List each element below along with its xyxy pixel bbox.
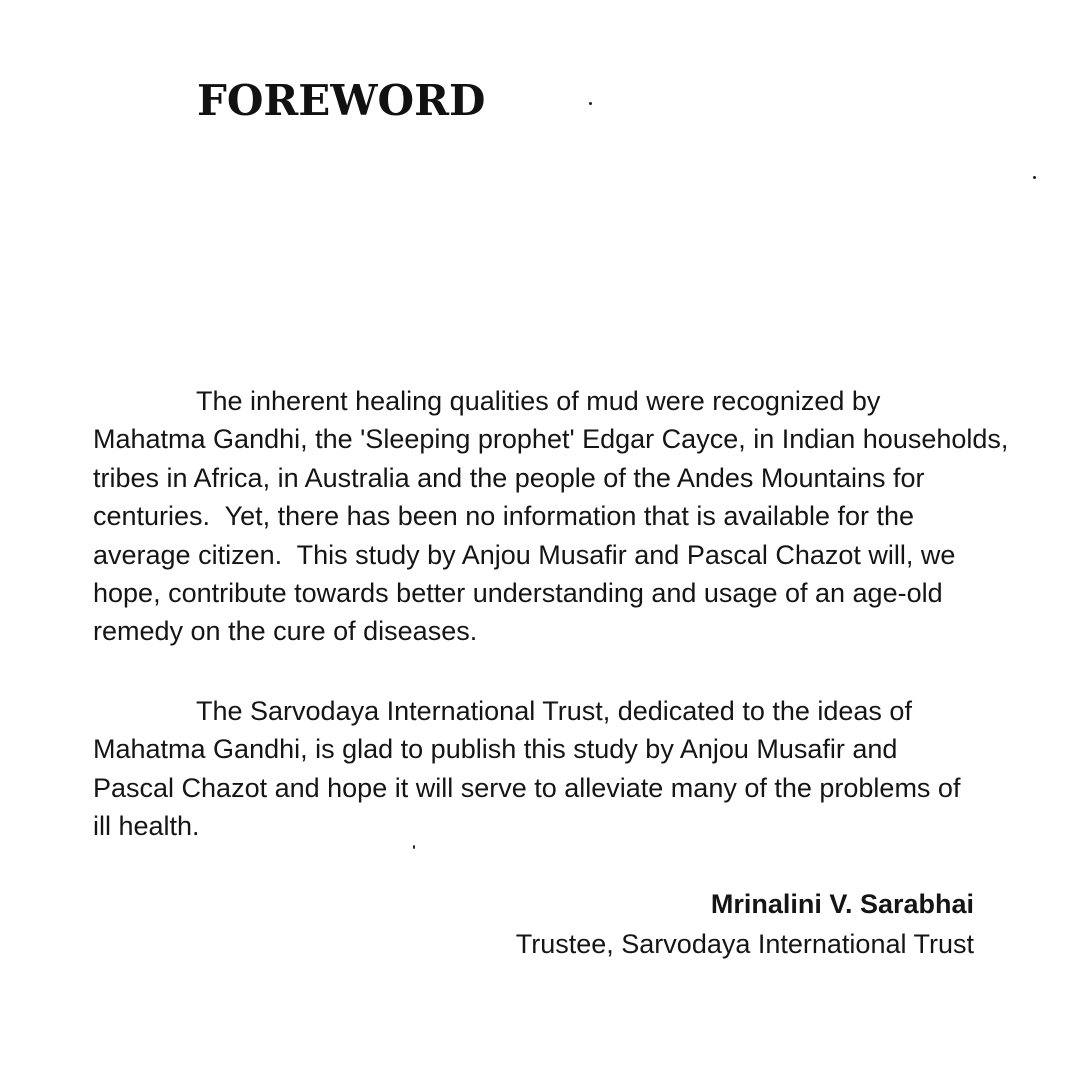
paragraph-line: hope, contribute towards better understanding and usage of an age-old: [93, 578, 943, 609]
foreword-paragraph-1: [93, 382, 1009, 651]
paragraph-line: Mahatma Gandhi, is glad to publish this study by Anjou Musafir and: [93, 734, 898, 765]
page-title: FOREWORD: [197, 76, 486, 125]
scan-speck: [1033, 176, 1036, 179]
paragraph-line: tribes in Africa, in Australia and the people of the Andes Mountains for: [93, 462, 925, 493]
paragraph-line: ill health.: [93, 811, 200, 842]
paragraph-line: The inherent healing qualities of mud were recognized by: [196, 386, 881, 416]
paragraph-line: average citizen. This study by Anjou Musafir and Pascal Chazot will, we: [93, 539, 956, 570]
foreword-paragraph-2: [93, 692, 978, 846]
paragraph-line: Pascal Chazot and hope it will serve to alleviate many of the problems of: [93, 772, 961, 803]
paragraph-line: centuries. Yet, there has been no information that is available for the: [93, 501, 915, 532]
scan-speck: [589, 102, 592, 105]
paragraph-line: Mahatma Gandhi, the 'Sleeping prophet' Edgar Cayce, in Indian households,: [93, 424, 1009, 455]
signature-block: [516, 884, 974, 964]
paragraph-line: The Sarvodaya International Trust, dedicated to the ideas of: [196, 696, 912, 726]
signatory-name: Mrinalini V. Sarabhai: [710, 889, 974, 919]
signatory-role: Trustee, Sarvodaya International Trust: [515, 929, 974, 959]
paragraph-line: remedy on the cure of diseases.: [93, 616, 478, 647]
scan-speck: [413, 845, 415, 849]
